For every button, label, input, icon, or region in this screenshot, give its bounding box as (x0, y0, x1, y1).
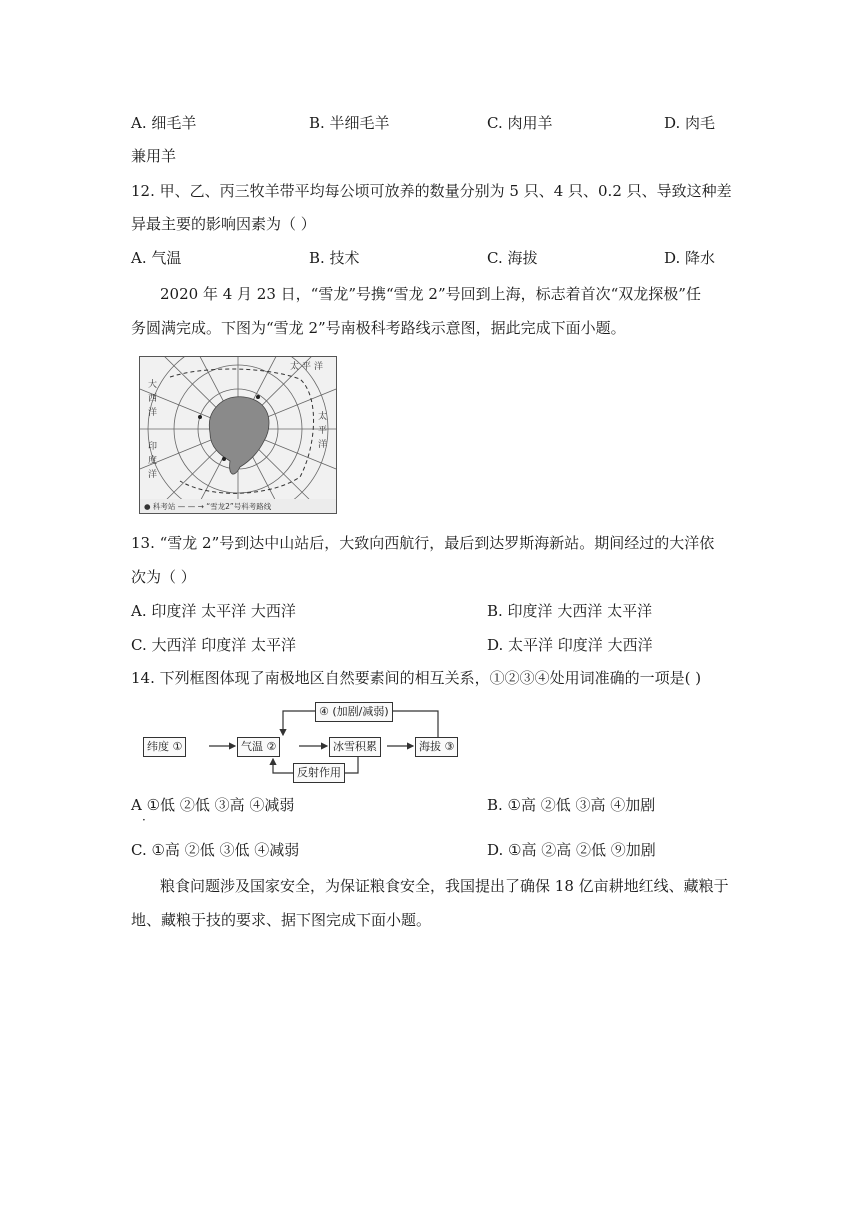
q14-option-d: D. ①高 ②高 ②低 ⑨加剧 (487, 841, 656, 859)
q12-stem-line1: 12. 甲、乙、丙三牧羊带平均每公顷可放养的数量分别为 5 只、4 只、0.2 只、导致这种差 (131, 182, 732, 200)
antarctic-map-svg (140, 357, 336, 513)
q12-option-c: C. 海拔 (487, 249, 538, 267)
q11-option-a: A. 细毛羊 (131, 114, 197, 132)
map-label: 平 (302, 362, 312, 372)
q11-option-d: D. 肉毛 (664, 114, 716, 132)
q13-option-d: D. 太平洋 印度洋 大西洋 (487, 636, 653, 654)
q14-stem: 14. 下列框图体现了南极地区自然要素间的相互关系，①②③④处用词准确的一项是( ) (131, 669, 702, 687)
q13-option-c: C. 大西洋 印度洋 太平洋 (131, 636, 297, 654)
q11-option-c: C. 肉用羊 (487, 114, 553, 132)
map-label: 度 (148, 456, 158, 466)
q12-option-a: A. 气温 (131, 249, 182, 267)
map-label: 太 (290, 362, 300, 372)
station-marker (222, 457, 226, 461)
q13-option-a: A. 印度洋 太平洋 大西洋 (131, 602, 296, 620)
station-marker (198, 415, 202, 419)
q11-option-d-continued: 兼用羊 (131, 147, 177, 165)
q14-option-c: C. ①高 ②低 ③低 ④减弱 (131, 841, 300, 859)
passage1-line2: 务圆满完成。下图为“雪龙 2”号南极科考路线示意图，据此完成下面小题。 (131, 319, 626, 337)
q14-flow-diagram (143, 697, 478, 779)
map-label: 印 (148, 442, 158, 452)
map-label: 太 (318, 412, 328, 422)
station-marker (256, 395, 260, 399)
q14-option-b: B. ①高 ②低 ③高 ④加剧 (487, 796, 656, 814)
passage2-line1: 粮食问题涉及国家安全，为保证粮食安全，我国提出了确保 18 亿亩耕地红线、藏粮于 (160, 877, 729, 895)
map-label: 洋 (148, 408, 158, 418)
q12-option-b: B. 技术 (309, 249, 360, 267)
flow-box-ice-accumulation: 冰雪积累 (329, 737, 381, 757)
flow-box-reflection: 反射作用 (293, 763, 345, 783)
map-label: 大 (148, 380, 158, 390)
map-legend: ● 科考站 — — → “雪龙2”号科考路线 (144, 502, 272, 511)
q11-option-b: B. 半细毛羊 (309, 114, 390, 132)
q12-option-d: D. 降水 (664, 249, 716, 267)
antarctic-route-map (139, 356, 337, 514)
map-label: 平 (318, 426, 328, 436)
map-label: 洋 (314, 362, 324, 372)
flow-box-latitude: 纬度 ① (143, 737, 186, 757)
flow-box-altitude: 海拔 ③ (415, 737, 458, 757)
q12-stem-line2: 异最主要的影响因素为（ ） (131, 215, 316, 233)
flow-box-temperature: 气温 ② (237, 737, 280, 757)
passage1-line1: 2020 年 4 月 23 日，“雪龙”号携“雪龙 2”号回到上海，标志着首次“双龙探极”任 (160, 285, 701, 303)
flow-box-top: ④ (加剧/减弱) (315, 702, 393, 722)
q13-stem-line1: 13. “雪龙 2”号到达中山站后，大致向西航行，最后到达罗斯海新站。期间经过的大洋依 (131, 534, 715, 552)
map-label: 洋 (148, 470, 158, 480)
map-label: 西 (148, 394, 158, 404)
loop-top-left (283, 711, 315, 735)
q13-option-b: B. 印度洋 大西洋 太平洋 (487, 602, 653, 620)
q13-stem-line2: 次为（ ） (131, 568, 196, 586)
passage2-line2: 地、藏粮于技的要求、据下图完成下面小题。 (131, 911, 432, 929)
map-label: 洋 (318, 440, 328, 450)
loop-bottom-left (273, 759, 293, 773)
q14-option-a: A ①低 ②低 ③高 ④减弱 (131, 796, 295, 814)
q14-option-a-dot: · (142, 813, 146, 827)
